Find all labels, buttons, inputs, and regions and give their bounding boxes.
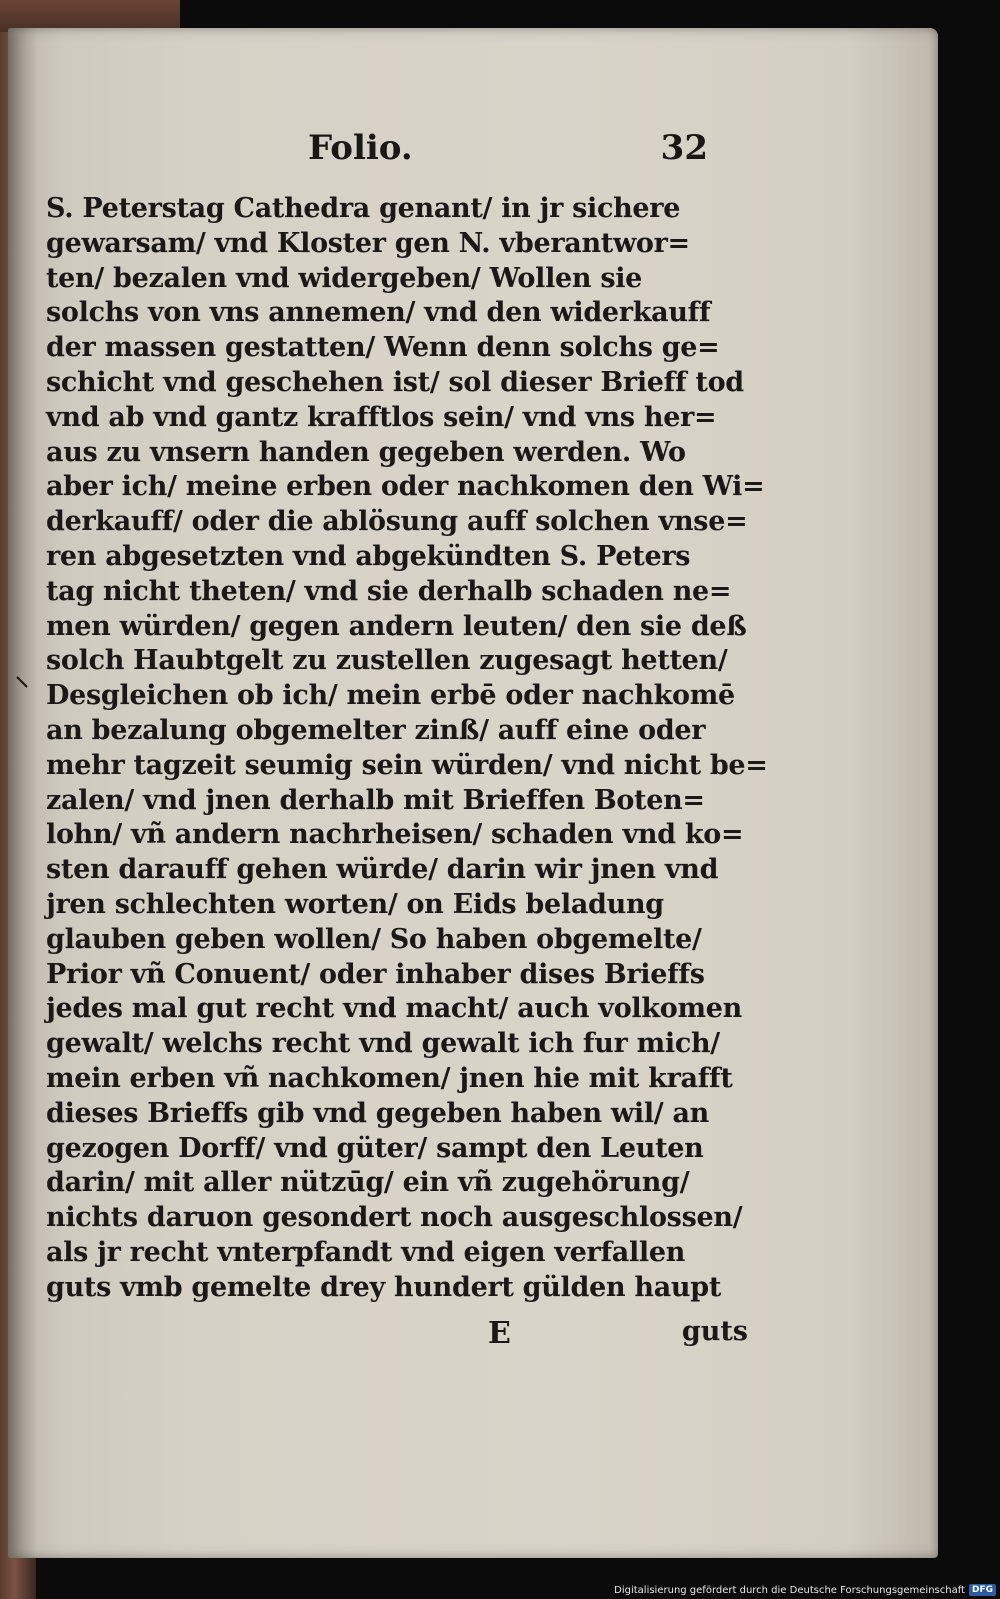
text-line: sten darauff gehen würde/ darin wir jnen vnd <box>46 854 719 886</box>
margin-mark-icon <box>16 676 28 688</box>
text-line: zalen/ vnd jnen derhalb mit Brieffen Boten= <box>46 784 705 816</box>
text-line: nichts daruon gesondert noch ausgeschlossen/ <box>46 1202 743 1234</box>
body-text <box>46 192 768 1306</box>
text-line: glauben geben wollen/ So haben obgemelte/ <box>46 923 702 955</box>
text-line: mehr tagzeit seumig sein würden/ vnd nicht be= <box>46 749 768 781</box>
text-line: vnd ab vnd gantz krafftlos sein/ vnd vns her= <box>46 401 717 433</box>
text-line: ren abgesetzten vnd abgekündten S. Peters <box>46 540 691 572</box>
text-line: lohn/ vñ andern nachrheisen/ schaden vnd ko= <box>46 819 744 851</box>
text-line: an bezalung obgemelter zinß/ auff eine oder <box>46 714 706 746</box>
text-line: aus zu vnsern handen gegeben werden. Wo <box>46 436 686 468</box>
text-line: derkauff/ oder die ablösung auff solchen vnse= <box>46 506 748 538</box>
text-line: Desgleichen ob ich/ mein erbē oder nachkomē <box>46 680 735 712</box>
text-line: gewarsam/ vnd Kloster gen N. vberantwor= <box>46 227 690 259</box>
credit-text: Digitalisierung gefördert durch die Deutsche Forschungsgemeinschaft <box>614 1584 965 1596</box>
running-title: Folio. <box>308 128 413 168</box>
text-line: aber ich/ meine erben oder nachkomen den Wi= <box>46 471 765 503</box>
book-page <box>8 28 938 1558</box>
text-line: ten/ bezalen vnd widergeben/ Wollen sie <box>46 262 643 294</box>
digitization-credit <box>614 1584 996 1596</box>
dfg-logo: DFG <box>969 1584 996 1596</box>
text-line: tag nicht theten/ vnd sie derhalb schaden ne= <box>46 575 732 607</box>
page-header <box>308 128 708 174</box>
signature-mark: E <box>488 1316 511 1351</box>
catchword: guts <box>681 1316 748 1347</box>
text-line: S. Peterstag Cathedra genant/ in jr sichere <box>46 193 681 224</box>
text-line: jren schlechten worten/ on Eids beladung <box>46 888 664 920</box>
text-line: darin/ mit aller nützūg/ ein vñ zugehörung/ <box>46 1167 690 1199</box>
text-line: Prior vñ Conuent/ oder inhaber dises Brieffs <box>46 958 705 990</box>
text-line: solchs von vns annemen/ vnd den widerkauff <box>46 297 711 329</box>
text-line: solch Haubtgelt zu zustellen zugesagt hetten/ <box>46 645 728 677</box>
text-line: schicht vnd geschehen ist/ sol dieser Brieff tod <box>46 366 744 398</box>
page-number: 32 <box>660 128 708 168</box>
text-line: gezogen Dorff/ vnd güter/ sampt den Leuten <box>46 1132 704 1164</box>
page-footer <box>488 1316 748 1356</box>
text-line: dieses Brieffs gib vnd gegeben haben wil/ an <box>46 1097 709 1129</box>
text-line: men würden/ gegen andern leuten/ den sie deß <box>46 610 747 642</box>
text-line: der massen gestatten/ Wenn denn solchs ge= <box>46 332 720 364</box>
text-line: gewalt/ welchs recht vnd gewalt ich fur mich/ <box>46 1028 720 1060</box>
text-line: jedes mal gut recht vnd macht/ auch volkomen <box>46 993 742 1025</box>
text-line: mein erben vñ nachkomen/ jnen hie mit krafft <box>46 1062 733 1094</box>
text-line: guts vmb gemelte drey hundert gülden haupt <box>46 1271 722 1303</box>
gutter-shadow <box>8 28 38 1558</box>
text-line: als jr recht vnterpfandt vnd eigen verfallen <box>46 1236 686 1268</box>
